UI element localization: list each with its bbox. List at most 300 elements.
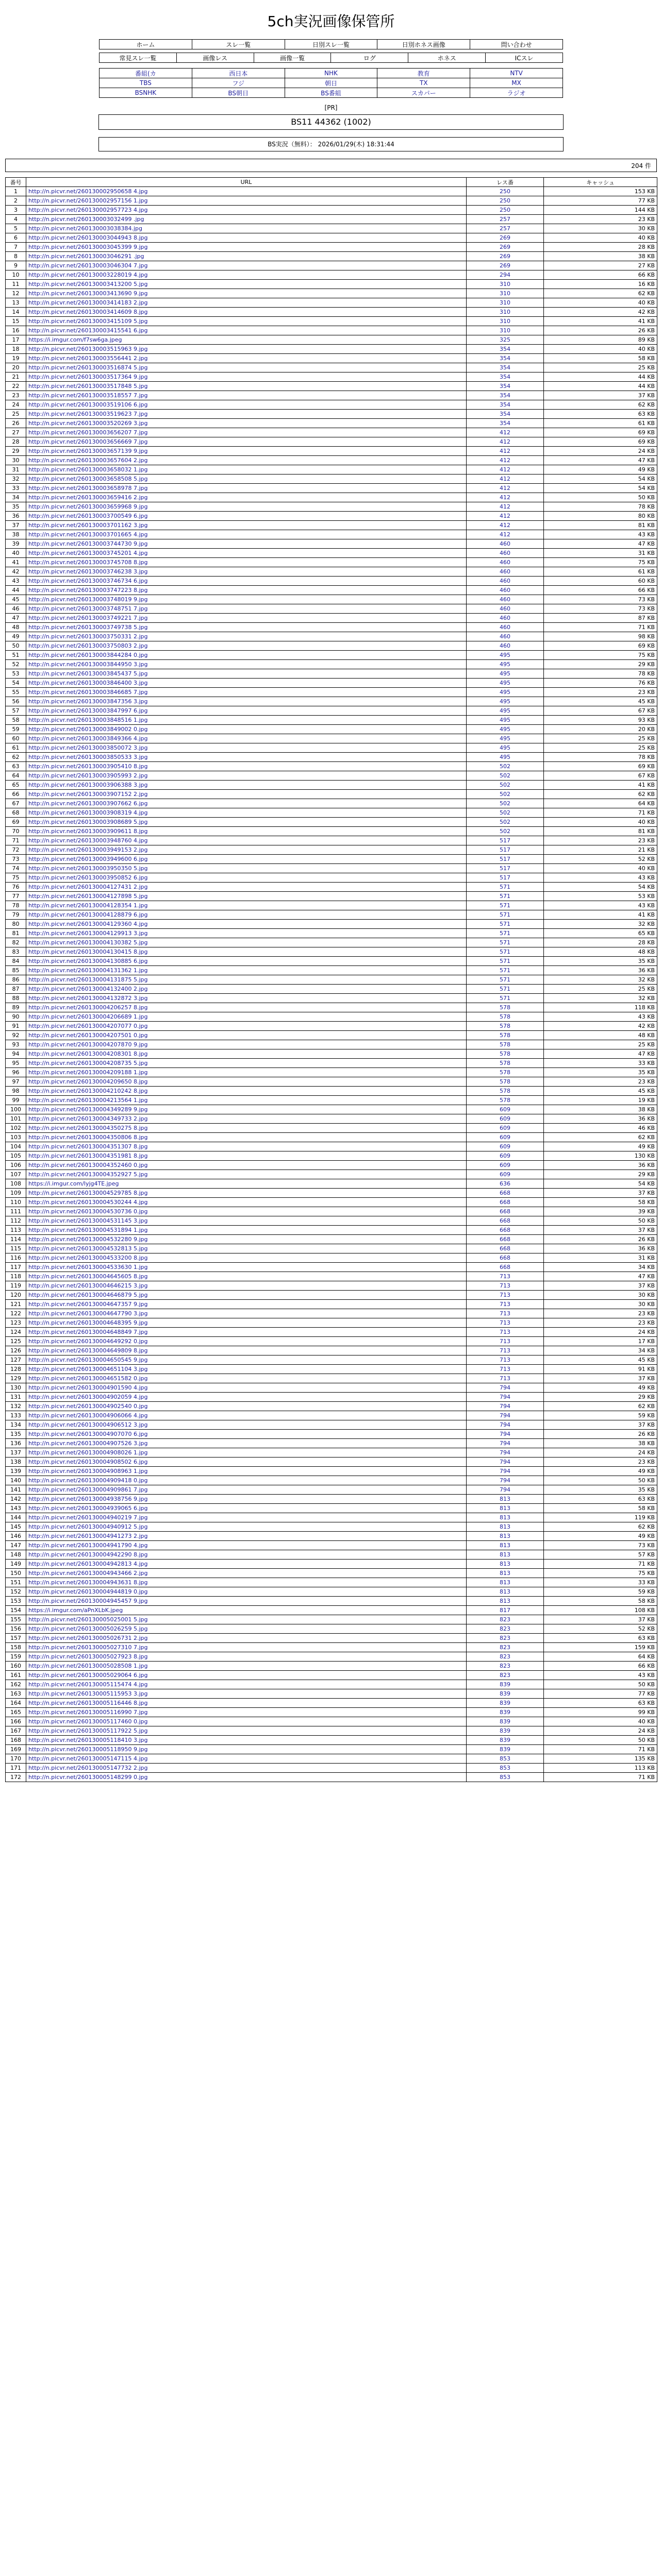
res-number-link[interactable]: 578 bbox=[467, 1022, 544, 1031]
image-url-link[interactable]: http://n.picvr.net/260130003746238 3.jpg bbox=[26, 567, 467, 577]
res-number-link[interactable]: 839 bbox=[467, 1699, 544, 1708]
res-number-link[interactable]: 269 bbox=[467, 261, 544, 270]
res-number-link[interactable]: 412 bbox=[467, 512, 544, 521]
res-number-link[interactable]: 794 bbox=[467, 1458, 544, 1467]
res-number-link[interactable]: 412 bbox=[467, 428, 544, 437]
res-number-link[interactable]: 609 bbox=[467, 1151, 544, 1161]
res-number-link[interactable]: 310 bbox=[467, 289, 544, 298]
nav-link[interactable]: 日別スレ一覧 bbox=[285, 40, 377, 49]
res-number-link[interactable]: 823 bbox=[467, 1643, 544, 1652]
res-number-link[interactable]: 571 bbox=[467, 910, 544, 920]
res-number-link[interactable]: 713 bbox=[467, 1291, 544, 1300]
res-number-link[interactable]: 713 bbox=[467, 1355, 544, 1365]
image-url-link[interactable]: http://n.picvr.net/260130004132400 2.jpg bbox=[26, 985, 467, 994]
res-number-link[interactable]: 823 bbox=[467, 1634, 544, 1643]
res-number-link[interactable]: 668 bbox=[467, 1216, 544, 1226]
channel-link[interactable]: 朝日 bbox=[285, 78, 377, 88]
res-number-link[interactable]: 250 bbox=[467, 187, 544, 196]
channel-link[interactable]: 教育 bbox=[377, 69, 470, 78]
res-number-link[interactable]: 794 bbox=[467, 1402, 544, 1411]
res-number-link[interactable]: 823 bbox=[467, 1615, 544, 1624]
res-number-link[interactable]: 517 bbox=[467, 864, 544, 873]
image-url-link[interactable]: http://n.picvr.net/260130003038384.jpg bbox=[26, 224, 467, 233]
res-number-link[interactable]: 794 bbox=[467, 1467, 544, 1476]
res-number-link[interactable]: 502 bbox=[467, 781, 544, 790]
image-url-link[interactable]: http://n.picvr.net/260130004939065 6.jpg bbox=[26, 1504, 467, 1513]
sub-nav-link[interactable]: ログ bbox=[331, 53, 408, 63]
image-url-link[interactable]: http://n.picvr.net/260130003414183 2.jpg bbox=[26, 298, 467, 308]
image-url-link[interactable]: http://n.picvr.net/260130005118950 9.jpg bbox=[26, 1745, 467, 1754]
image-url-link[interactable]: http://n.picvr.net/260130003850072 3.jpg bbox=[26, 743, 467, 753]
image-url-link[interactable]: http://n.picvr.net/260130004349289 9.jpg bbox=[26, 1105, 467, 1114]
res-number-link[interactable]: 460 bbox=[467, 567, 544, 577]
res-number-link[interactable]: 794 bbox=[467, 1393, 544, 1402]
image-url-link[interactable]: http://n.picvr.net/260130003849002 0.jpg bbox=[26, 725, 467, 734]
image-url-link[interactable]: http://n.picvr.net/260130004210242 8.jpg bbox=[26, 1087, 467, 1096]
channel-link[interactable]: ラジオ bbox=[470, 88, 563, 98]
image-url-link[interactable]: http://n.picvr.net/260130004130415 8.jpg bbox=[26, 947, 467, 957]
image-url-link[interactable]: http://n.picvr.net/260130003950350 5.jpg bbox=[26, 864, 467, 873]
res-number-link[interactable]: 412 bbox=[467, 447, 544, 456]
image-url-link[interactable]: http://n.picvr.net/260130004648849 7.jpg bbox=[26, 1328, 467, 1337]
res-number-link[interactable]: 269 bbox=[467, 233, 544, 243]
res-number-link[interactable]: 495 bbox=[467, 706, 544, 716]
image-url-link[interactable]: http://n.picvr.net/260130005029064 6.jpg bbox=[26, 1671, 467, 1680]
res-number-link[interactable]: 839 bbox=[467, 1680, 544, 1689]
res-number-link[interactable]: 412 bbox=[467, 502, 544, 512]
res-number-link[interactable]: 412 bbox=[467, 530, 544, 539]
image-url-link[interactable]: https://i.imgur.com/f7sw6ga.jpeg bbox=[26, 335, 467, 345]
image-url-link[interactable]: http://n.picvr.net/260130004941273 2.jpg bbox=[26, 1532, 467, 1541]
image-url-link[interactable]: https://i.imgur.com/lyjg4TE.jpeg bbox=[26, 1179, 467, 1189]
res-number-link[interactable]: 269 bbox=[467, 243, 544, 252]
res-number-link[interactable]: 668 bbox=[467, 1235, 544, 1244]
image-url-link[interactable]: http://n.picvr.net/260130005147732 2.jpg bbox=[26, 1764, 467, 1773]
image-url-link[interactable]: http://n.picvr.net/260130003414609 8.jpg bbox=[26, 308, 467, 317]
image-url-link[interactable]: http://n.picvr.net/260130004207077 0.jpg bbox=[26, 1022, 467, 1031]
res-number-link[interactable]: 571 bbox=[467, 920, 544, 929]
res-number-link[interactable]: 813 bbox=[467, 1532, 544, 1541]
res-number-link[interactable]: 250 bbox=[467, 196, 544, 206]
nav-link[interactable]: 問い合わせ bbox=[470, 40, 563, 49]
image-url-link[interactable]: http://n.picvr.net/260130002957156 1.jpg bbox=[26, 196, 467, 206]
res-number-link[interactable]: 502 bbox=[467, 771, 544, 781]
image-url-link[interactable]: http://n.picvr.net/260130003701162 3.jpg bbox=[26, 521, 467, 530]
image-url-link[interactable]: http://n.picvr.net/260130004901590 4.jpg bbox=[26, 1383, 467, 1393]
image-url-link[interactable]: http://n.picvr.net/260130003700549 6.jpg bbox=[26, 512, 467, 521]
res-number-link[interactable]: 571 bbox=[467, 985, 544, 994]
res-number-link[interactable]: 609 bbox=[467, 1124, 544, 1133]
res-number-link[interactable]: 460 bbox=[467, 641, 544, 651]
res-number-link[interactable]: 636 bbox=[467, 1179, 544, 1189]
image-url-link[interactable]: http://n.picvr.net/260130004349733 2.jpg bbox=[26, 1114, 467, 1124]
image-url-link[interactable]: http://n.picvr.net/260130003748751 7.jpg bbox=[26, 604, 467, 614]
image-url-link[interactable]: https://i.imgur.com/aPnXLbK.jpeg bbox=[26, 1606, 467, 1615]
image-url-link[interactable]: http://n.picvr.net/260130004531145 3.jpg bbox=[26, 1216, 467, 1226]
image-url-link[interactable]: http://n.picvr.net/260130003849366 4.jpg bbox=[26, 734, 467, 743]
image-url-link[interactable]: http://n.picvr.net/260130005027923 8.jpg bbox=[26, 1652, 467, 1662]
image-url-link[interactable]: http://n.picvr.net/260130003745201 4.jpg bbox=[26, 549, 467, 558]
image-url-link[interactable]: http://n.picvr.net/260130003750803 2.jpg bbox=[26, 641, 467, 651]
image-url-link[interactable]: http://n.picvr.net/260130003518557 7.jpg bbox=[26, 391, 467, 400]
image-url-link[interactable]: http://n.picvr.net/260130003658978 7.jpg bbox=[26, 484, 467, 493]
image-url-link[interactable]: http://n.picvr.net/260130004351981 8.jpg bbox=[26, 1151, 467, 1161]
res-number-link[interactable]: 460 bbox=[467, 577, 544, 586]
image-url-link[interactable]: http://n.picvr.net/260130003745708 8.jpg bbox=[26, 558, 467, 567]
res-number-link[interactable]: 460 bbox=[467, 586, 544, 595]
image-url-link[interactable]: http://n.picvr.net/260130004352927 5.jpg bbox=[26, 1170, 467, 1179]
image-url-link[interactable]: http://n.picvr.net/260130003846685 7.jpg bbox=[26, 688, 467, 697]
channel-link[interactable]: MX bbox=[470, 78, 563, 88]
res-number-link[interactable]: 571 bbox=[467, 938, 544, 947]
res-number-link[interactable]: 460 bbox=[467, 604, 544, 614]
image-url-link[interactable]: http://n.picvr.net/260130003656207 7.jpg bbox=[26, 428, 467, 437]
res-number-link[interactable]: 412 bbox=[467, 493, 544, 502]
res-number-link[interactable]: 794 bbox=[467, 1448, 544, 1458]
image-url-link[interactable]: http://n.picvr.net/260130003657139 9.jpg bbox=[26, 447, 467, 456]
image-url-link[interactable]: http://n.picvr.net/260130003909611 8.jpg bbox=[26, 827, 467, 836]
image-url-link[interactable]: http://n.picvr.net/260130002957723 4.jpg bbox=[26, 206, 467, 215]
image-url-link[interactable]: http://n.picvr.net/260130004651104 3.jpg bbox=[26, 1365, 467, 1374]
res-number-link[interactable]: 668 bbox=[467, 1263, 544, 1272]
res-number-link[interactable]: 578 bbox=[467, 1096, 544, 1105]
res-number-link[interactable]: 713 bbox=[467, 1328, 544, 1337]
image-url-link[interactable]: http://n.picvr.net/260130004352460 0.jpg bbox=[26, 1161, 467, 1170]
res-number-link[interactable]: 853 bbox=[467, 1764, 544, 1773]
res-number-link[interactable]: 813 bbox=[467, 1522, 544, 1532]
res-number-link[interactable]: 794 bbox=[467, 1411, 544, 1420]
image-url-link[interactable]: http://n.picvr.net/260130004907070 6.jpg bbox=[26, 1430, 467, 1439]
image-url-link[interactable]: http://n.picvr.net/260130004906066 4.jpg bbox=[26, 1411, 467, 1420]
res-number-link[interactable]: 839 bbox=[467, 1708, 544, 1717]
res-number-link[interactable]: 668 bbox=[467, 1207, 544, 1216]
image-url-link[interactable]: http://n.picvr.net/260130005116446 8.jpg bbox=[26, 1699, 467, 1708]
res-number-link[interactable]: 460 bbox=[467, 595, 544, 604]
res-number-link[interactable]: 839 bbox=[467, 1745, 544, 1754]
res-number-link[interactable]: 495 bbox=[467, 734, 544, 743]
res-number-link[interactable]: 517 bbox=[467, 845, 544, 855]
res-number-link[interactable]: 839 bbox=[467, 1726, 544, 1736]
image-url-link[interactable]: http://n.picvr.net/260130004908502 6.jpg bbox=[26, 1458, 467, 1467]
image-url-link[interactable]: http://n.picvr.net/260130004906512 3.jpg bbox=[26, 1420, 467, 1430]
image-url-link[interactable]: http://n.picvr.net/260130004128354 1.jpg bbox=[26, 901, 467, 910]
image-url-link[interactable]: http://n.picvr.net/260130004902059 4.jpg bbox=[26, 1393, 467, 1402]
image-url-link[interactable]: http://n.picvr.net/260130003701665 4.jpg bbox=[26, 530, 467, 539]
image-url-link[interactable]: http://n.picvr.net/260130002950658 4.jpg bbox=[26, 187, 467, 196]
image-url-link[interactable]: http://n.picvr.net/260130004350275 8.jpg bbox=[26, 1124, 467, 1133]
res-number-link[interactable]: 813 bbox=[467, 1504, 544, 1513]
image-url-link[interactable]: http://n.picvr.net/260130003045399 9.jpg bbox=[26, 243, 467, 252]
image-url-link[interactable]: http://n.picvr.net/260130003658032 1.jpg bbox=[26, 465, 467, 474]
image-url-link[interactable]: http://n.picvr.net/260130003517364 9.jpg bbox=[26, 372, 467, 382]
image-url-link[interactable]: http://n.picvr.net/260130004940912 5.jpg bbox=[26, 1522, 467, 1532]
res-number-link[interactable]: 578 bbox=[467, 1031, 544, 1040]
image-url-link[interactable]: http://n.picvr.net/260130004350806 8.jpg bbox=[26, 1133, 467, 1142]
image-url-link[interactable]: http://n.picvr.net/260130004651582 0.jpg bbox=[26, 1374, 467, 1383]
image-url-link[interactable]: http://n.picvr.net/260130004213564 1.jpg bbox=[26, 1096, 467, 1105]
res-number-link[interactable]: 571 bbox=[467, 975, 544, 985]
res-number-link[interactable]: 257 bbox=[467, 215, 544, 224]
image-url-link[interactable]: http://n.picvr.net/260130003907152 2.jpg bbox=[26, 790, 467, 799]
image-url-link[interactable]: http://n.picvr.net/260130004130885 6.jpg bbox=[26, 957, 467, 966]
image-url-link[interactable]: http://n.picvr.net/260130003908689 5.jpg bbox=[26, 818, 467, 827]
image-url-link[interactable]: http://n.picvr.net/260130004208735 5.jpg bbox=[26, 1059, 467, 1068]
res-number-link[interactable]: 460 bbox=[467, 558, 544, 567]
image-url-link[interactable]: http://n.picvr.net/260130004531894 1.jpg bbox=[26, 1226, 467, 1235]
image-url-link[interactable]: http://n.picvr.net/260130003844284 0.jpg bbox=[26, 651, 467, 660]
res-number-link[interactable]: 460 bbox=[467, 623, 544, 632]
image-url-link[interactable]: http://n.picvr.net/260130003905993 2.jpg bbox=[26, 771, 467, 781]
res-number-link[interactable]: 609 bbox=[467, 1142, 544, 1151]
image-url-link[interactable]: http://n.picvr.net/260130004529785 8.jpg bbox=[26, 1189, 467, 1198]
image-url-link[interactable]: http://n.picvr.net/260130004207870 9.jpg bbox=[26, 1040, 467, 1049]
res-number-link[interactable]: 794 bbox=[467, 1383, 544, 1393]
image-url-link[interactable]: http://n.picvr.net/260130003950852 6.jpg bbox=[26, 873, 467, 883]
image-url-link[interactable]: http://n.picvr.net/260130004907526 3.jpg bbox=[26, 1439, 467, 1448]
res-number-link[interactable]: 325 bbox=[467, 335, 544, 345]
res-number-link[interactable]: 713 bbox=[467, 1318, 544, 1328]
sub-nav-link[interactable]: 画像一覧 bbox=[254, 53, 331, 63]
res-number-link[interactable]: 839 bbox=[467, 1736, 544, 1745]
res-number-link[interactable]: 571 bbox=[467, 947, 544, 957]
sub-nav-link[interactable]: 常見スレ一覧 bbox=[100, 53, 177, 63]
image-url-link[interactable]: http://n.picvr.net/260130004943466 2.jpg bbox=[26, 1569, 467, 1578]
image-url-link[interactable]: http://n.picvr.net/260130004649809 8.jpg bbox=[26, 1346, 467, 1355]
image-url-link[interactable]: http://n.picvr.net/260130003032499 .jpg bbox=[26, 215, 467, 224]
res-number-link[interactable]: 813 bbox=[467, 1550, 544, 1560]
image-url-link[interactable]: http://n.picvr.net/260130004945457 9.jpg bbox=[26, 1597, 467, 1606]
res-number-link[interactable]: 839 bbox=[467, 1689, 544, 1699]
image-url-link[interactable]: http://n.picvr.net/260130003413690 9.jpg bbox=[26, 289, 467, 298]
image-url-link[interactable]: http://n.picvr.net/260130004944819 0.jpg bbox=[26, 1587, 467, 1597]
res-number-link[interactable]: 609 bbox=[467, 1170, 544, 1179]
res-number-link[interactable]: 354 bbox=[467, 410, 544, 419]
image-url-link[interactable]: http://n.picvr.net/260130004129913 3.jpg bbox=[26, 929, 467, 938]
res-number-link[interactable]: 412 bbox=[467, 474, 544, 484]
res-number-link[interactable]: 495 bbox=[467, 669, 544, 679]
image-url-link[interactable]: http://n.picvr.net/260130003908319 4.jpg bbox=[26, 808, 467, 818]
res-number-link[interactable]: 495 bbox=[467, 753, 544, 762]
image-url-link[interactable]: http://n.picvr.net/260130004941790 4.jpg bbox=[26, 1541, 467, 1550]
res-number-link[interactable]: 495 bbox=[467, 743, 544, 753]
image-url-link[interactable]: http://n.picvr.net/260130003228019 4.jpg bbox=[26, 270, 467, 280]
res-number-link[interactable]: 813 bbox=[467, 1578, 544, 1587]
image-url-link[interactable]: http://n.picvr.net/260130003747223 8.jpg bbox=[26, 586, 467, 595]
image-url-link[interactable]: http://n.picvr.net/260130003415541 6.jpg bbox=[26, 326, 467, 335]
res-number-link[interactable]: 310 bbox=[467, 298, 544, 308]
image-url-link[interactable]: http://n.picvr.net/260130004532813 5.jpg bbox=[26, 1244, 467, 1253]
image-url-link[interactable]: http://n.picvr.net/260130004940219 7.jpg bbox=[26, 1513, 467, 1522]
res-number-link[interactable]: 310 bbox=[467, 308, 544, 317]
res-number-link[interactable]: 354 bbox=[467, 354, 544, 363]
res-number-link[interactable]: 853 bbox=[467, 1754, 544, 1764]
res-number-link[interactable]: 713 bbox=[467, 1309, 544, 1318]
image-url-link[interactable]: http://n.picvr.net/260130004649292 0.jpg bbox=[26, 1337, 467, 1346]
res-number-link[interactable]: 713 bbox=[467, 1337, 544, 1346]
image-url-link[interactable]: http://n.picvr.net/260130003659968 9.jpg bbox=[26, 502, 467, 512]
res-number-link[interactable]: 668 bbox=[467, 1189, 544, 1198]
res-number-link[interactable]: 517 bbox=[467, 836, 544, 845]
image-url-link[interactable]: http://n.picvr.net/260130003044943 8.jpg bbox=[26, 233, 467, 243]
res-number-link[interactable]: 460 bbox=[467, 614, 544, 623]
image-url-link[interactable]: http://n.picvr.net/260130003949153 2.jpg bbox=[26, 845, 467, 855]
image-url-link[interactable]: http://n.picvr.net/260130003657604 2.jpg bbox=[26, 456, 467, 465]
res-number-link[interactable]: 517 bbox=[467, 855, 544, 864]
channel-link[interactable]: TBS bbox=[100, 78, 192, 88]
res-number-link[interactable]: 609 bbox=[467, 1114, 544, 1124]
image-url-link[interactable]: http://n.picvr.net/260130004132872 3.jpg bbox=[26, 994, 467, 1003]
res-number-link[interactable]: 354 bbox=[467, 372, 544, 382]
image-url-link[interactable]: http://n.picvr.net/260130004647790 3.jpg bbox=[26, 1309, 467, 1318]
channel-link[interactable]: TX bbox=[377, 78, 470, 88]
res-number-link[interactable]: 813 bbox=[467, 1495, 544, 1504]
res-number-link[interactable]: 460 bbox=[467, 539, 544, 549]
nav-link[interactable]: スレ一覧 bbox=[192, 40, 285, 49]
res-number-link[interactable]: 495 bbox=[467, 697, 544, 706]
res-number-link[interactable]: 578 bbox=[467, 1040, 544, 1049]
res-number-link[interactable]: 713 bbox=[467, 1365, 544, 1374]
sub-nav-link[interactable]: ICスレ bbox=[486, 53, 563, 63]
image-url-link[interactable]: http://n.picvr.net/260130004127898 5.jpg bbox=[26, 892, 467, 901]
image-url-link[interactable]: http://n.picvr.net/260130004530244 4.jpg bbox=[26, 1198, 467, 1207]
image-url-link[interactable]: http://n.picvr.net/260130005028508 1.jpg bbox=[26, 1662, 467, 1671]
image-url-link[interactable]: http://n.picvr.net/260130004647357 9.jpg bbox=[26, 1300, 467, 1309]
res-number-link[interactable]: 668 bbox=[467, 1253, 544, 1263]
res-number-link[interactable]: 571 bbox=[467, 957, 544, 966]
res-number-link[interactable]: 668 bbox=[467, 1244, 544, 1253]
image-url-link[interactable]: http://n.picvr.net/260130005116990 7.jpg bbox=[26, 1708, 467, 1717]
image-url-link[interactable]: http://n.picvr.net/260130004207501 0.jpg bbox=[26, 1031, 467, 1040]
image-url-link[interactable]: http://n.picvr.net/260130004208301 8.jpg bbox=[26, 1049, 467, 1059]
image-url-link[interactable]: http://n.picvr.net/260130003749221 7.jpg bbox=[26, 614, 467, 623]
res-number-link[interactable]: 502 bbox=[467, 827, 544, 836]
image-url-link[interactable]: http://n.picvr.net/260130003415109 5.jpg bbox=[26, 317, 467, 326]
image-url-link[interactable]: http://n.picvr.net/260130003656669 7.jpg bbox=[26, 437, 467, 447]
image-url-link[interactable]: http://n.picvr.net/260130003750331 2.jpg bbox=[26, 632, 467, 641]
res-number-link[interactable]: 813 bbox=[467, 1560, 544, 1569]
res-number-link[interactable]: 310 bbox=[467, 317, 544, 326]
image-url-link[interactable]: http://n.picvr.net/260130004646879 5.jpg bbox=[26, 1291, 467, 1300]
image-url-link[interactable]: http://n.picvr.net/260130003847356 3.jpg bbox=[26, 697, 467, 706]
res-number-link[interactable]: 571 bbox=[467, 994, 544, 1003]
image-url-link[interactable]: http://n.picvr.net/260130003516874 5.jpg bbox=[26, 363, 467, 372]
image-url-link[interactable]: http://n.picvr.net/260130003905410 8.jpg bbox=[26, 762, 467, 771]
res-number-link[interactable]: 823 bbox=[467, 1652, 544, 1662]
res-number-link[interactable]: 354 bbox=[467, 391, 544, 400]
res-number-link[interactable]: 668 bbox=[467, 1226, 544, 1235]
res-number-link[interactable]: 495 bbox=[467, 688, 544, 697]
image-url-link[interactable]: http://n.picvr.net/260130003749738 5.jpg bbox=[26, 623, 467, 632]
res-number-link[interactable]: 502 bbox=[467, 762, 544, 771]
image-url-link[interactable]: http://n.picvr.net/260130003948760 4.jpg bbox=[26, 836, 467, 845]
res-number-link[interactable]: 502 bbox=[467, 790, 544, 799]
image-url-link[interactable]: http://n.picvr.net/260130003848516 1.jpg bbox=[26, 716, 467, 725]
res-number-link[interactable]: 571 bbox=[467, 966, 544, 975]
channel-link[interactable]: NHK bbox=[285, 69, 377, 78]
image-url-link[interactable]: http://n.picvr.net/260130005148299 0.jpg bbox=[26, 1773, 467, 1782]
res-number-link[interactable]: 412 bbox=[467, 465, 544, 474]
image-url-link[interactable]: http://n.picvr.net/260130003520269 3.jpg bbox=[26, 419, 467, 428]
res-number-link[interactable]: 495 bbox=[467, 651, 544, 660]
res-number-link[interactable]: 517 bbox=[467, 873, 544, 883]
image-url-link[interactable]: http://n.picvr.net/260130004533200 8.jpg bbox=[26, 1253, 467, 1263]
res-number-link[interactable]: 823 bbox=[467, 1671, 544, 1680]
image-url-link[interactable]: http://n.picvr.net/260130004206257 8.jpg bbox=[26, 1003, 467, 1012]
image-url-link[interactable]: http://n.picvr.net/260130004902540 0.jpg bbox=[26, 1402, 467, 1411]
image-url-link[interactable]: http://n.picvr.net/260130004908026 1.jpg bbox=[26, 1448, 467, 1458]
res-number-link[interactable]: 460 bbox=[467, 549, 544, 558]
image-url-link[interactable]: http://n.picvr.net/260130005115953 3.jpg bbox=[26, 1689, 467, 1699]
image-url-link[interactable]: http://n.picvr.net/260130004533630 1.jpg bbox=[26, 1263, 467, 1272]
image-url-link[interactable]: http://n.picvr.net/260130004209188 1.jpg bbox=[26, 1068, 467, 1077]
res-number-link[interactable]: 794 bbox=[467, 1420, 544, 1430]
res-number-link[interactable]: 310 bbox=[467, 326, 544, 335]
res-number-link[interactable]: 412 bbox=[467, 521, 544, 530]
image-url-link[interactable]: http://n.picvr.net/260130003659416 2.jpg bbox=[26, 493, 467, 502]
image-url-link[interactable]: http://n.picvr.net/260130003906388 3.jpg bbox=[26, 781, 467, 790]
res-number-link[interactable]: 713 bbox=[467, 1272, 544, 1281]
res-number-link[interactable]: 813 bbox=[467, 1587, 544, 1597]
sub-nav-link[interactable]: 画像レス bbox=[176, 53, 254, 63]
image-url-link[interactable]: http://n.picvr.net/260130003519623 7.jpg bbox=[26, 410, 467, 419]
res-number-link[interactable]: 310 bbox=[467, 280, 544, 289]
image-url-link[interactable]: http://n.picvr.net/260130004128879 6.jpg bbox=[26, 910, 467, 920]
image-url-link[interactable]: http://n.picvr.net/260130003850533 3.jpg bbox=[26, 753, 467, 762]
res-number-link[interactable]: 813 bbox=[467, 1541, 544, 1550]
channel-link[interactable]: BS番組 bbox=[285, 88, 377, 98]
image-url-link[interactable]: http://n.picvr.net/260130004530736 0.jpg bbox=[26, 1207, 467, 1216]
res-number-link[interactable]: 713 bbox=[467, 1300, 544, 1309]
image-url-link[interactable]: http://n.picvr.net/260130004938756 9.jpg bbox=[26, 1495, 467, 1504]
image-url-link[interactable]: http://n.picvr.net/260130004943631 8.jpg bbox=[26, 1578, 467, 1587]
res-number-link[interactable]: 257 bbox=[467, 224, 544, 233]
res-number-link[interactable]: 495 bbox=[467, 716, 544, 725]
res-number-link[interactable]: 713 bbox=[467, 1281, 544, 1291]
image-url-link[interactable]: http://n.picvr.net/260130004646215 3.jpg bbox=[26, 1281, 467, 1291]
res-number-link[interactable]: 250 bbox=[467, 206, 544, 215]
image-url-link[interactable]: http://n.picvr.net/260130004648395 9.jpg bbox=[26, 1318, 467, 1328]
res-number-link[interactable]: 571 bbox=[467, 901, 544, 910]
image-url-link[interactable]: http://n.picvr.net/260130004131362 1.jpg bbox=[26, 966, 467, 975]
res-number-link[interactable]: 354 bbox=[467, 363, 544, 372]
image-url-link[interactable]: http://n.picvr.net/260130004209650 8.jpg bbox=[26, 1077, 467, 1087]
res-number-link[interactable]: 839 bbox=[467, 1717, 544, 1726]
image-url-link[interactable]: http://n.picvr.net/260130004908963 1.jpg bbox=[26, 1467, 467, 1476]
res-number-link[interactable]: 571 bbox=[467, 892, 544, 901]
res-number-link[interactable]: 495 bbox=[467, 679, 544, 688]
res-number-link[interactable]: 823 bbox=[467, 1624, 544, 1634]
res-number-link[interactable]: 609 bbox=[467, 1161, 544, 1170]
res-number-link[interactable]: 412 bbox=[467, 456, 544, 465]
res-number-link[interactable]: 354 bbox=[467, 382, 544, 391]
image-url-link[interactable]: http://n.picvr.net/260130004532280 9.jpg bbox=[26, 1235, 467, 1244]
image-url-link[interactable]: http://n.picvr.net/260130005117460 0.jpg bbox=[26, 1717, 467, 1726]
res-number-link[interactable]: 813 bbox=[467, 1597, 544, 1606]
image-url-link[interactable]: http://n.picvr.net/260130003844950 3.jpg bbox=[26, 660, 467, 669]
res-number-link[interactable]: 578 bbox=[467, 1012, 544, 1022]
image-url-link[interactable]: http://n.picvr.net/260130003515963 9.jpg bbox=[26, 345, 467, 354]
res-number-link[interactable]: 609 bbox=[467, 1105, 544, 1114]
image-url-link[interactable]: http://n.picvr.net/260130003949600 6.jpg bbox=[26, 855, 467, 864]
res-number-link[interactable]: 813 bbox=[467, 1513, 544, 1522]
res-number-link[interactable]: 294 bbox=[467, 270, 544, 280]
sub-nav-link[interactable]: ホネス bbox=[408, 53, 486, 63]
channel-link[interactable]: スカパー bbox=[377, 88, 470, 98]
image-url-link[interactable]: http://n.picvr.net/260130005147115 4.jpg bbox=[26, 1754, 467, 1764]
image-url-link[interactable]: http://n.picvr.net/260130003846400 3.jpg bbox=[26, 679, 467, 688]
image-url-link[interactable]: http://n.picvr.net/260130004909418 0.jpg bbox=[26, 1476, 467, 1485]
image-url-link[interactable]: http://n.picvr.net/260130003907662 6.jpg bbox=[26, 799, 467, 808]
